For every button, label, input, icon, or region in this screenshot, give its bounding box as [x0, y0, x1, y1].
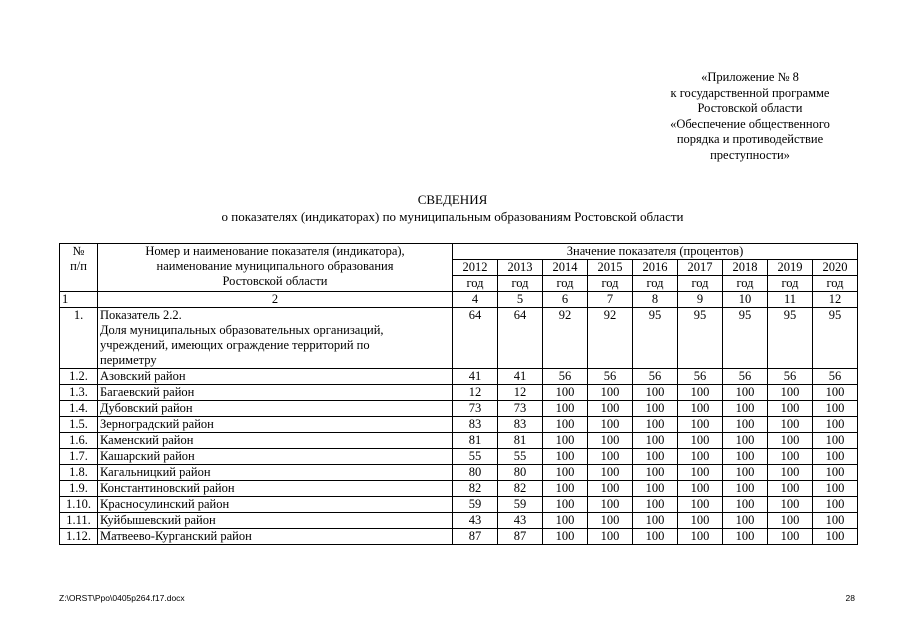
year-header: 2014	[543, 260, 588, 276]
year-header: 2017	[678, 260, 723, 276]
value-cell: 95	[633, 308, 678, 369]
table-row	[60, 433, 858, 449]
value-cell: 95	[723, 308, 768, 369]
row-num: 1.9.	[60, 481, 98, 497]
value-cell: 55	[498, 449, 543, 465]
table-row	[60, 465, 858, 481]
value-cell: 100	[813, 433, 858, 449]
year-unit: год	[498, 276, 543, 292]
table-row	[60, 385, 858, 401]
value-cell: 87	[453, 529, 498, 545]
row-name: Куйбышевский район	[98, 513, 453, 529]
row-num: 1.10.	[60, 497, 98, 513]
year-unit: год	[633, 276, 678, 292]
value-cell: 56	[633, 369, 678, 385]
indicator-name-line: периметру	[100, 353, 157, 367]
header-name-line: наименование муниципального образования	[156, 259, 394, 273]
value-cell: 56	[543, 369, 588, 385]
row-name: Константиновский район	[98, 481, 453, 497]
value-cell: 100	[678, 465, 723, 481]
value-cell: 81	[453, 433, 498, 449]
value-cell: 100	[543, 497, 588, 513]
appendix-line: к государственной программе	[670, 85, 830, 100]
value-cell: 56	[588, 369, 633, 385]
value-cell: 95	[813, 308, 858, 369]
value-cell: 41	[453, 369, 498, 385]
value-cell: 100	[633, 481, 678, 497]
appendix-block	[600, 70, 900, 163]
header-num-cell	[60, 244, 98, 292]
value-cell: 80	[498, 465, 543, 481]
value-cell: 100	[588, 497, 633, 513]
value-cell: 100	[813, 497, 858, 513]
year-unit: год	[588, 276, 633, 292]
title-subtitle: о показателях (индикаторах) по муниципальным образованиям Ростовской области	[221, 209, 684, 224]
value-cell: 59	[453, 497, 498, 513]
page-number: 28	[845, 593, 855, 603]
value-cell: 100	[588, 433, 633, 449]
value-cell: 12	[498, 385, 543, 401]
row-num: 1.4.	[60, 401, 98, 417]
header-values-group: Значение показателя (процентов)	[453, 244, 858, 260]
value-cell: 83	[498, 417, 543, 433]
value-cell: 100	[813, 449, 858, 465]
value-cell: 100	[723, 465, 768, 481]
value-cell: 56	[813, 369, 858, 385]
value-cell: 100	[588, 465, 633, 481]
row-num: 1.8.	[60, 465, 98, 481]
value-cell: 100	[543, 529, 588, 545]
value-cell: 82	[498, 481, 543, 497]
value-cell: 100	[723, 513, 768, 529]
year-header: 2018	[723, 260, 768, 276]
indicator-name-line: учреждений, имеющих ограждение территорий по	[100, 338, 370, 352]
column-index: 9	[678, 292, 723, 308]
row-num: 1.12.	[60, 529, 98, 545]
value-cell: 100	[768, 465, 813, 481]
row-name: Кагальницкий район	[98, 465, 453, 481]
value-cell: 64	[498, 308, 543, 369]
value-cell: 100	[813, 401, 858, 417]
table-row	[60, 529, 858, 545]
value-cell: 64	[453, 308, 498, 369]
value-cell: 100	[723, 449, 768, 465]
indicator-name-line: Показатель 2.2.	[100, 308, 182, 322]
value-cell: 100	[768, 385, 813, 401]
value-cell: 43	[453, 513, 498, 529]
value-cell: 100	[543, 385, 588, 401]
value-cell: 87	[498, 529, 543, 545]
value-cell: 56	[723, 369, 768, 385]
value-cell: 43	[498, 513, 543, 529]
value-cell: 92	[543, 308, 588, 369]
year-header: 2020	[813, 260, 858, 276]
year-header: 2013	[498, 260, 543, 276]
row-name: Азовский район	[98, 369, 453, 385]
row-num: 1.6.	[60, 433, 98, 449]
value-cell: 100	[723, 385, 768, 401]
value-cell: 100	[678, 513, 723, 529]
value-cell: 95	[768, 308, 813, 369]
value-cell: 100	[588, 513, 633, 529]
row-name: Дубовский район	[98, 401, 453, 417]
row-num: 1.	[60, 308, 98, 369]
value-cell: 100	[723, 417, 768, 433]
value-cell: 100	[678, 385, 723, 401]
value-cell: 100	[588, 401, 633, 417]
value-cell: 100	[543, 449, 588, 465]
value-cell: 100	[543, 401, 588, 417]
document-title	[0, 191, 905, 225]
value-cell: 73	[498, 401, 543, 417]
row-name: Зерноградский район	[98, 417, 453, 433]
header-name-cell	[98, 244, 453, 292]
table-row	[60, 513, 858, 529]
row-num: 1.2.	[60, 369, 98, 385]
value-cell: 100	[723, 433, 768, 449]
value-cell: 100	[588, 529, 633, 545]
header-row	[60, 244, 858, 260]
value-cell: 100	[768, 497, 813, 513]
table-row	[60, 497, 858, 513]
value-cell: 56	[768, 369, 813, 385]
value-cell: 73	[453, 401, 498, 417]
value-cell: 80	[453, 465, 498, 481]
year-unit: год	[813, 276, 858, 292]
appendix-line: «Обеспечение общественного	[670, 116, 830, 131]
value-cell: 100	[723, 497, 768, 513]
value-cell: 55	[453, 449, 498, 465]
value-cell: 100	[678, 449, 723, 465]
header-num-line: №	[72, 244, 85, 258]
year-unit: год	[768, 276, 813, 292]
table-row	[60, 369, 858, 385]
column-index: 10	[723, 292, 768, 308]
value-cell: 100	[723, 481, 768, 497]
value-cell: 100	[678, 401, 723, 417]
year-header: 2019	[768, 260, 813, 276]
title-heading: СВЕДЕНИЯ	[417, 192, 488, 207]
value-cell: 100	[678, 481, 723, 497]
value-cell: 100	[633, 385, 678, 401]
value-cell: 100	[723, 401, 768, 417]
indicator-row	[60, 308, 858, 369]
footer-file-path: Z:\ORST\Ppo\0405p264.f17.docx	[59, 593, 185, 603]
appendix-line: «Приложение № 8	[701, 70, 799, 84]
value-cell: 100	[768, 529, 813, 545]
value-cell: 56	[678, 369, 723, 385]
row-name: Красносулинский район	[98, 497, 453, 513]
value-cell: 100	[813, 529, 858, 545]
value-cell: 100	[543, 513, 588, 529]
row-name: Матвеево-Курганский район	[98, 529, 453, 545]
value-cell: 100	[768, 417, 813, 433]
row-name: Багаевский район	[98, 385, 453, 401]
row-name: Каменский район	[98, 433, 453, 449]
value-cell: 100	[543, 433, 588, 449]
value-cell: 100	[768, 449, 813, 465]
column-index: 7	[588, 292, 633, 308]
row-num: 1.3.	[60, 385, 98, 401]
index-row	[60, 292, 858, 308]
value-cell: 100	[813, 465, 858, 481]
year-unit: год	[543, 276, 588, 292]
column-index: 1	[60, 292, 98, 308]
value-cell: 100	[813, 385, 858, 401]
column-index: 4	[453, 292, 498, 308]
row-num: 1.7.	[60, 449, 98, 465]
value-cell: 100	[588, 481, 633, 497]
table-row	[60, 481, 858, 497]
value-cell: 100	[633, 417, 678, 433]
value-cell: 100	[633, 529, 678, 545]
year-unit: год	[723, 276, 768, 292]
value-cell: 83	[453, 417, 498, 433]
year-unit: год	[678, 276, 723, 292]
year-header: 2016	[633, 260, 678, 276]
header-name-line: Номер и наименование показателя (индикатора),	[145, 244, 405, 258]
value-cell: 92	[588, 308, 633, 369]
value-cell: 81	[498, 433, 543, 449]
row-num: 1.5.	[60, 417, 98, 433]
value-cell: 100	[813, 481, 858, 497]
value-cell: 100	[633, 433, 678, 449]
value-cell: 100	[723, 529, 768, 545]
value-cell: 100	[678, 433, 723, 449]
value-cell: 100	[543, 481, 588, 497]
header-num-line: п/п	[70, 259, 87, 273]
row-num: 1.11.	[60, 513, 98, 529]
value-cell: 12	[453, 385, 498, 401]
value-cell: 100	[633, 497, 678, 513]
value-cell: 100	[768, 433, 813, 449]
column-index: 5	[498, 292, 543, 308]
value-cell: 59	[498, 497, 543, 513]
value-cell: 100	[678, 529, 723, 545]
column-index: 6	[543, 292, 588, 308]
value-cell: 100	[813, 513, 858, 529]
column-index: 2	[98, 292, 453, 308]
value-cell: 95	[678, 308, 723, 369]
indicator-name-cell	[98, 308, 453, 369]
value-cell: 100	[588, 449, 633, 465]
value-cell: 100	[633, 513, 678, 529]
row-name: Кашарский район	[98, 449, 453, 465]
value-cell: 100	[768, 481, 813, 497]
value-cell: 100	[813, 417, 858, 433]
value-cell: 82	[453, 481, 498, 497]
value-cell: 100	[588, 385, 633, 401]
table-row	[60, 401, 858, 417]
appendix-line: порядка и противодействие	[676, 132, 824, 146]
year-header: 2015	[588, 260, 633, 276]
table-row	[60, 417, 858, 433]
header-name-line: Ростовской области	[222, 274, 328, 288]
table-row	[60, 449, 858, 465]
value-cell: 100	[543, 417, 588, 433]
value-cell: 41	[498, 369, 543, 385]
value-cell: 100	[633, 401, 678, 417]
appendix-line: Ростовской области	[697, 101, 803, 115]
column-index: 8	[633, 292, 678, 308]
value-cell: 100	[588, 417, 633, 433]
indicators-table	[59, 243, 858, 545]
value-cell: 100	[633, 465, 678, 481]
value-cell: 100	[768, 513, 813, 529]
year-unit: год	[453, 276, 498, 292]
value-cell: 100	[543, 465, 588, 481]
indicator-name-line: Доля муниципальных образовательных организаций,	[100, 323, 384, 337]
value-cell: 100	[768, 401, 813, 417]
appendix-line: преступности»	[710, 147, 790, 162]
value-cell: 100	[633, 449, 678, 465]
column-index: 11	[768, 292, 813, 308]
year-header: 2012	[453, 260, 498, 276]
column-index: 12	[813, 292, 858, 308]
value-cell: 100	[678, 417, 723, 433]
value-cell: 100	[678, 497, 723, 513]
